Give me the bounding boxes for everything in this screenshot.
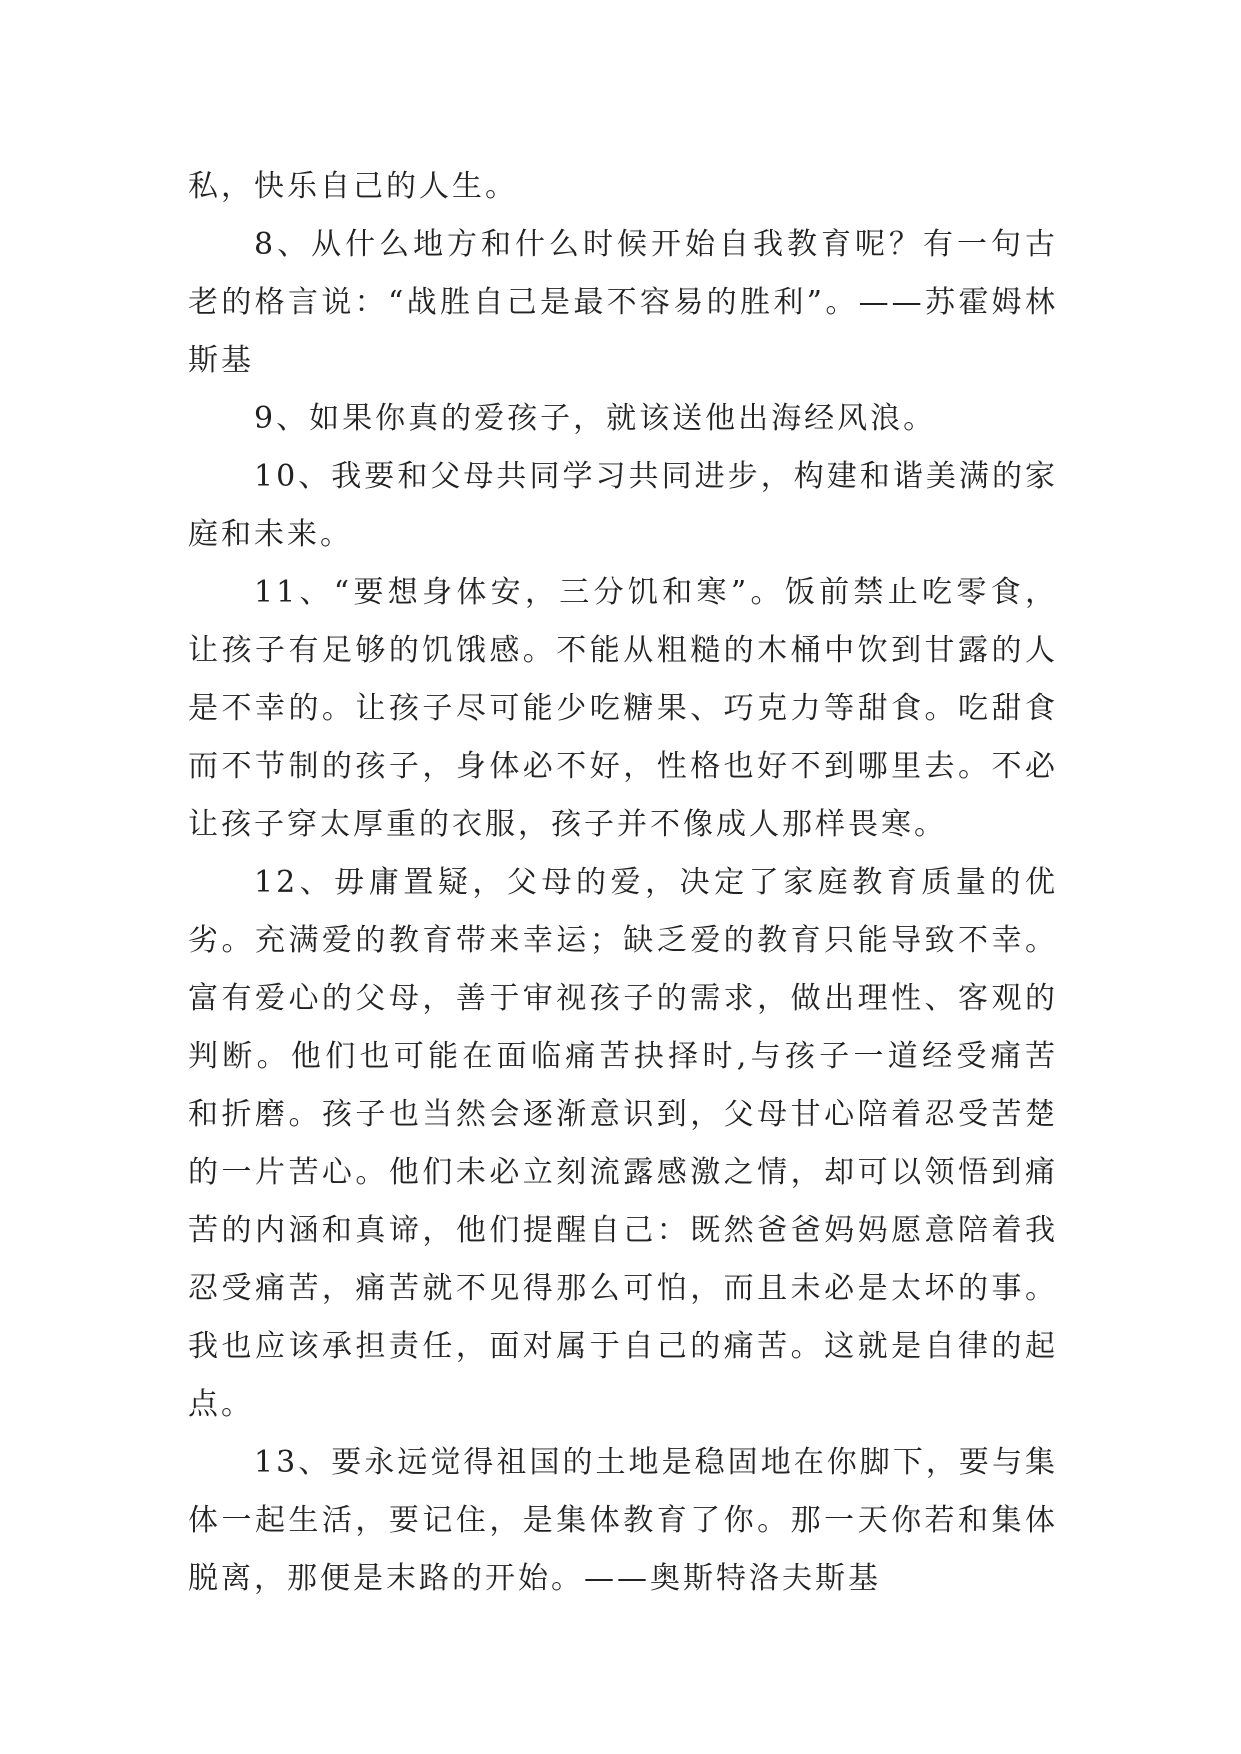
paragraph-continuation: 私，快乐自己的人生。	[188, 169, 518, 204]
paragraph-quote-8: 8、从什么地方和什么时候开始自我教育呢？有一句古老的格言说：“战胜自己是最不容易的胜利”。——苏霍姆林斯基	[188, 227, 1058, 378]
paragraph-quote-12: 12、毋庸置疑，父母的爱，决定了家庭教育质量的优劣。充满爱的教育带来幸运；缺乏爱的教育只能导致不幸。富有爱心的父母，善于审视孩子的需求，做出理性、客观的判断。他们也可能在面临痛苦抉择时,与孩子一道经受痛苦和折磨。孩子也当然会逐渐意识到，父母甘心陪着忍受苦楚的一片苦心。他们未必立刻流露感激之情，却可以领悟到痛苦的内涵和真谛，他们提醒自己：既然爸爸妈妈愿意陪着我忍受痛苦，痛苦就不见得那么可怕，而且未必是太坏的事。我也应该承担责任，面对属于自己的痛苦。这就是自律的起点。	[188, 865, 1058, 1422]
paragraph-quote-10: 10、我要和父母共同学习共同进步，构建和谐美满的家庭和未来。	[188, 459, 1058, 552]
paragraph-quote-11: 11、“要想身体安，三分饥和寒”。饭前禁止吃零食，让孩子有足够的饥饿感。不能从粗糙的木桶中饮到甘露的人是不幸的。让孩子尽可能少吃糖果、巧克力等甜食。吃甜食而不节制的孩子，身体必不好，性格也好不到哪里去。不必让孩子穿太厚重的衣服，孩子并不像成人那样畏寒。	[188, 575, 1058, 842]
document-body	[188, 158, 1058, 1608]
paragraph-quote-9: 9、如果你真的爱孩子，就该送他出海经风浪。	[254, 401, 937, 436]
paragraph-quote-13: 13、要永远觉得祖国的土地是稳固地在你脚下，要与集体一起生活，要记住，是集体教育了你。那一天你若和集体脱离，那便是末路的开始。——奥斯特洛夫斯基	[188, 1445, 1058, 1596]
